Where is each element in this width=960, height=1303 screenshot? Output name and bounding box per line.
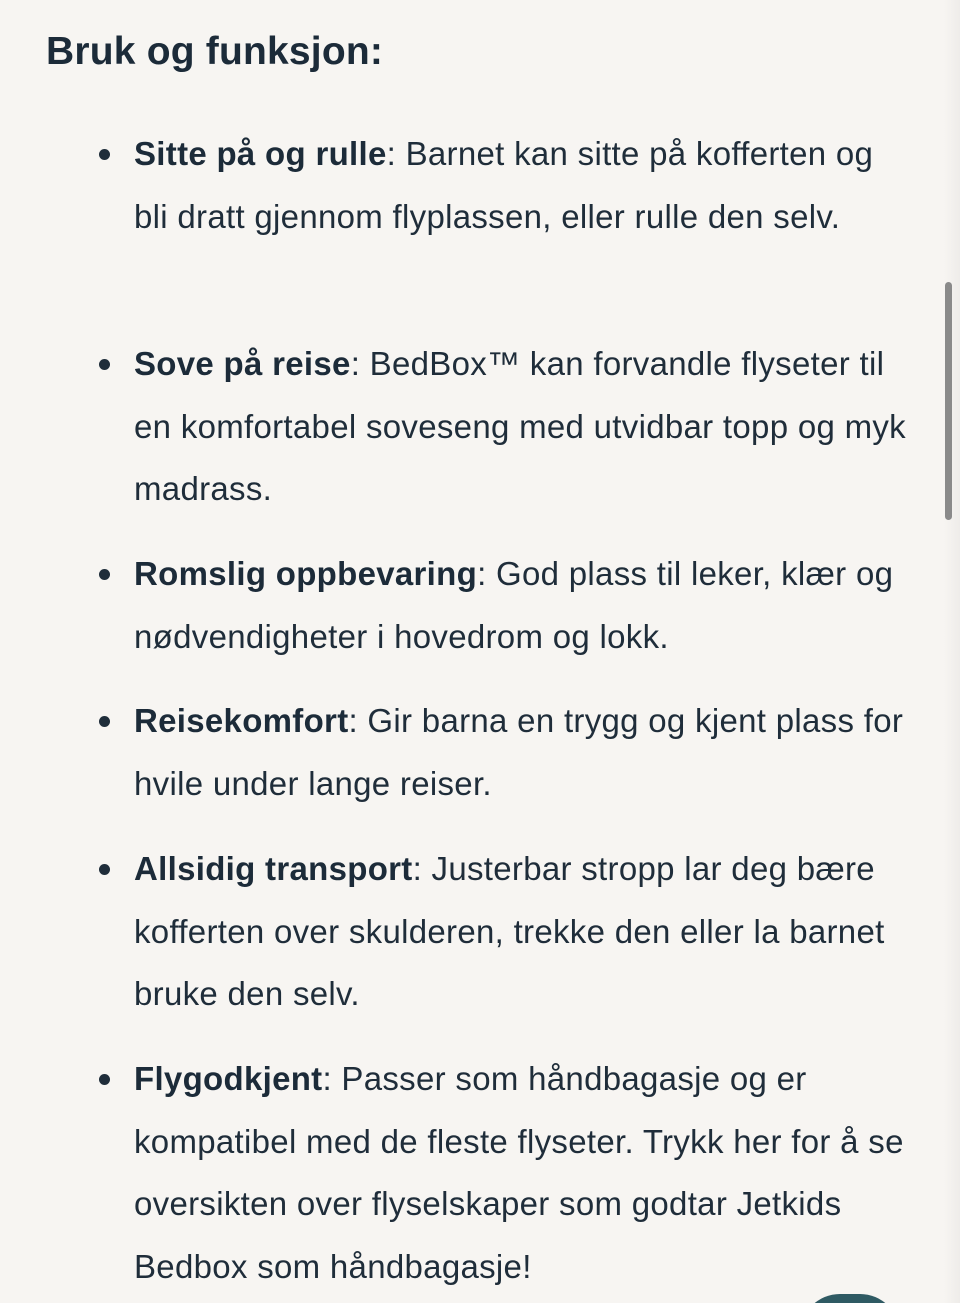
section-title: Bruk og funksjon: <box>46 30 384 73</box>
feature-term: Sitte på og rulle <box>134 135 387 172</box>
feature-description[interactable]: : Passer som håndbagasje og er kompatibel med de fleste flyseter. Trykk her for å se oversikten over flyselskaper som godtar Jetkids Bedbox som håndbagasje! <box>134 1060 904 1285</box>
bullet-icon <box>99 716 110 727</box>
scrollbar-track[interactable] <box>944 0 960 1303</box>
feature-term: Flygodkjent <box>134 1060 323 1097</box>
feature-description: : God plass til leker, klær og nødvendigheter i hovedrom og lokk. <box>134 555 894 655</box>
feature-description: : Gir barna en trygg og kjent plass for hvile under lange reiser. <box>134 702 904 802</box>
feature-description: : Barnet kan sitte på kofferten og bli dratt gjennom flyplassen, eller rulle den selv. <box>134 135 874 235</box>
feature-description: : Justerbar stropp lar deg bære kofferten over skulderen, trekke den eller la barnet bruke den selv. <box>134 850 885 1012</box>
feature-term: Reisekomfort <box>134 702 349 739</box>
bullet-icon <box>99 864 110 875</box>
feature-term: Romslig oppbevaring <box>134 555 478 592</box>
scrollbar-thumb[interactable] <box>945 282 952 520</box>
bullet-icon <box>99 1074 110 1085</box>
bullet-icon <box>99 149 110 160</box>
bullet-icon <box>99 569 110 580</box>
feature-description: : BedBox™ kan forvandle flyseter til en komfortabel soveseng med utvidbar topp og myk madrass. <box>134 345 906 507</box>
bullet-icon <box>99 359 110 370</box>
feature-term: Allsidig transport <box>134 850 413 887</box>
feature-term: Sove på reise <box>134 345 351 382</box>
